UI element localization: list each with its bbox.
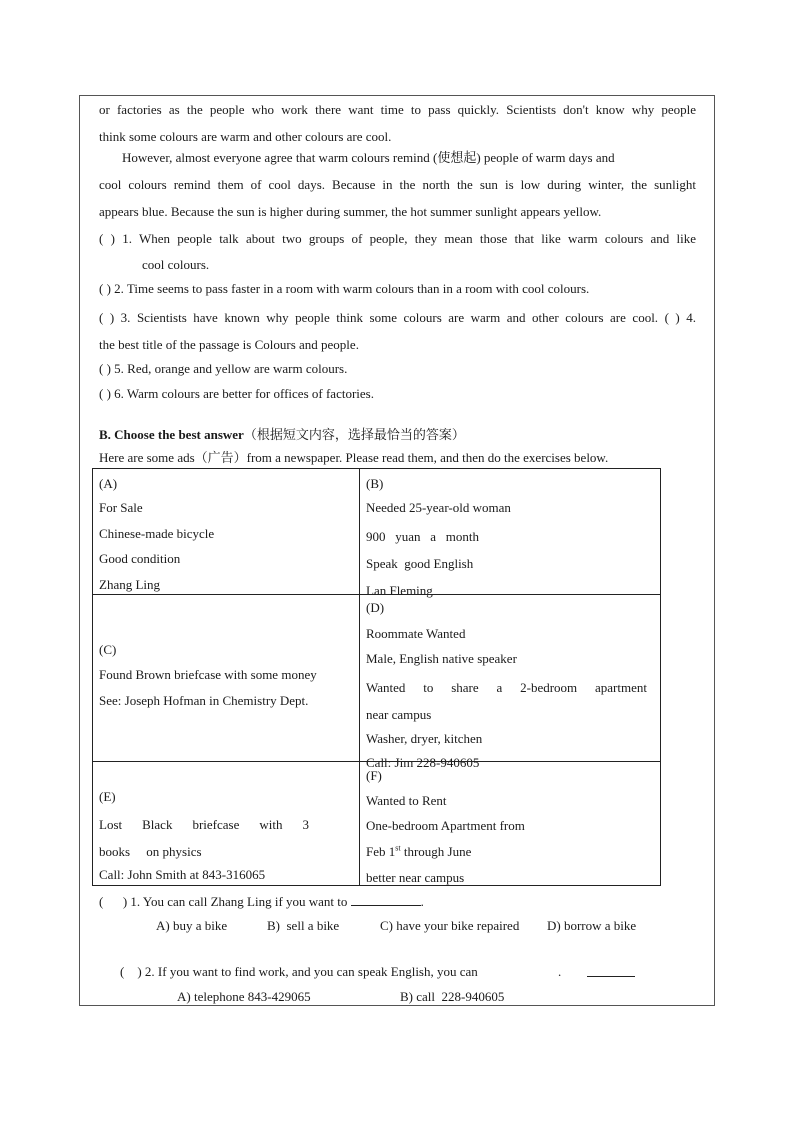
ad-d-line: Male, English native speaker bbox=[366, 651, 517, 666]
ad-a-line: For Sale bbox=[99, 500, 143, 515]
ad-a-line: Zhang Ling bbox=[99, 577, 161, 592]
ad-b-line: Needed 25-year-old woman bbox=[366, 500, 511, 515]
passage-line-2: think some colours are warm and other colours are cool. bbox=[99, 129, 392, 144]
ad-b bbox=[359, 468, 661, 598]
ad-e bbox=[92, 761, 360, 886]
mc-question-1 bbox=[99, 893, 424, 910]
ad-b-line: Lan Fleming bbox=[366, 583, 433, 598]
passage-line-1: or factories as the people who work there want time to pass quickly. Scientists don't know why people bbox=[99, 102, 696, 117]
ad-b-label: (B) bbox=[366, 476, 384, 491]
tf-question-4: the best title of the passage is Colours and people. bbox=[99, 337, 359, 352]
mc-q2-option-a: A) telephone 843-429065 bbox=[177, 989, 311, 1004]
ad-e-line: Lost Black briefcase with 3 bbox=[99, 817, 309, 832]
ad-f bbox=[359, 761, 661, 886]
mc-question-2 bbox=[120, 964, 478, 980]
ad-f-line: Wanted to Rent bbox=[366, 793, 447, 808]
ad-b-line: Speak good English bbox=[366, 556, 474, 571]
answer-blank[interactable] bbox=[351, 893, 421, 906]
ad-a bbox=[92, 468, 360, 595]
mc-question-1-text: ( ) 1. You can call Zhang Ling if you want to bbox=[99, 894, 348, 909]
ad-a-line: Chinese-made bicycle bbox=[99, 526, 215, 541]
section-b-title: B. Choose the best answer bbox=[99, 427, 244, 442]
ad-a-label: (A) bbox=[99, 476, 118, 491]
mc-q1-option-c: C) have your bike repaired bbox=[380, 918, 520, 933]
answer-blank[interactable] bbox=[587, 964, 635, 977]
ad-d-line: Washer, dryer, kitchen bbox=[366, 731, 483, 746]
mc-q1-option-a: A) buy a bike bbox=[156, 918, 228, 933]
passage-line-4: cool colours remind them of cool days. Because in the north the sun is low during winter, the sunlight bbox=[99, 177, 696, 192]
ad-d-line: near campus bbox=[366, 707, 432, 722]
ad-d-line: Wanted to share a 2-bedroom apartment bbox=[366, 680, 647, 695]
ad-c-line: See: Joseph Hofman in Chemistry Dept. bbox=[99, 693, 309, 708]
ad-d-label: (D) bbox=[366, 600, 385, 615]
ad-f-line: One-bedroom Apartment from bbox=[366, 818, 525, 833]
tf-question-5: ( ) 5. Red, orange and yellow are warm colours. bbox=[99, 361, 348, 376]
ad-e-line: Call: John Smith at 843-316065 bbox=[99, 867, 266, 882]
section-b-heading bbox=[99, 427, 465, 443]
ad-f-date: Feb 1 bbox=[366, 844, 396, 859]
ad-d bbox=[359, 594, 661, 770]
ad-a-line: Good condition bbox=[99, 551, 181, 566]
tf-question-3: ( ) 3. Scientists have known why people think some colours are warm and other colours are cool. ( ) 4. bbox=[99, 310, 696, 325]
mc-q1-option-d: D) borrow a bike bbox=[547, 918, 637, 933]
mc-question-2-blank-wrap bbox=[587, 964, 635, 981]
mc-q2-option-b: B) call 228-940605 bbox=[400, 989, 505, 1004]
ad-f-date-rest: through June bbox=[400, 844, 472, 859]
mc-question-2-text: ( ) 2. If you want to find work, and you can speak English, you can bbox=[120, 964, 478, 979]
passage-line-3: However, almost everyone agree that warm colours remind (使想起) people of warm days and bbox=[122, 150, 615, 165]
ad-c bbox=[92, 594, 360, 762]
tf-question-1-cont: cool colours. bbox=[142, 257, 210, 272]
ad-e-label: (E) bbox=[99, 789, 116, 804]
mc-q1-option-b: B) sell a bike bbox=[267, 918, 340, 933]
ad-f-date-suffix: st bbox=[395, 843, 401, 853]
ad-c-label: (C) bbox=[99, 642, 117, 657]
tf-question-6: ( ) 6. Warm colours are better for offices of factories. bbox=[99, 386, 374, 401]
ad-b-line: 900 yuan a month bbox=[366, 529, 480, 544]
passage-line-5: appears blue. Because the sun is higher during summer, the hot summer sunlight appears yellow. bbox=[99, 204, 602, 219]
ad-f-line bbox=[366, 844, 471, 860]
ad-f-line: better near campus bbox=[366, 870, 465, 885]
section-b-intro: Here are some ads（广告）from a newspaper. Please read them, and then do the exercises below. bbox=[99, 450, 609, 465]
ad-c-line: Found Brown briefcase with some money bbox=[99, 667, 317, 682]
tf-question-2: ( ) 2. Time seems to pass faster in a room with warm colours than in a room with cool colours. bbox=[99, 281, 590, 296]
tf-question-1: ( ) 1. When people talk about two groups of people, they mean those that like warm colours and like bbox=[99, 231, 696, 246]
mc-question-1-end: . bbox=[420, 894, 424, 909]
ad-e-line: books on physics bbox=[99, 844, 202, 859]
mc-question-2-end: . bbox=[558, 964, 562, 979]
ad-f-label: (F) bbox=[366, 768, 382, 783]
ad-d-line: Call: Jim 228-940605 bbox=[366, 755, 480, 770]
section-b-note: （根据短文内容，选择最恰当的答案） bbox=[243, 427, 465, 442]
ad-d-line: Roommate Wanted bbox=[366, 626, 466, 641]
